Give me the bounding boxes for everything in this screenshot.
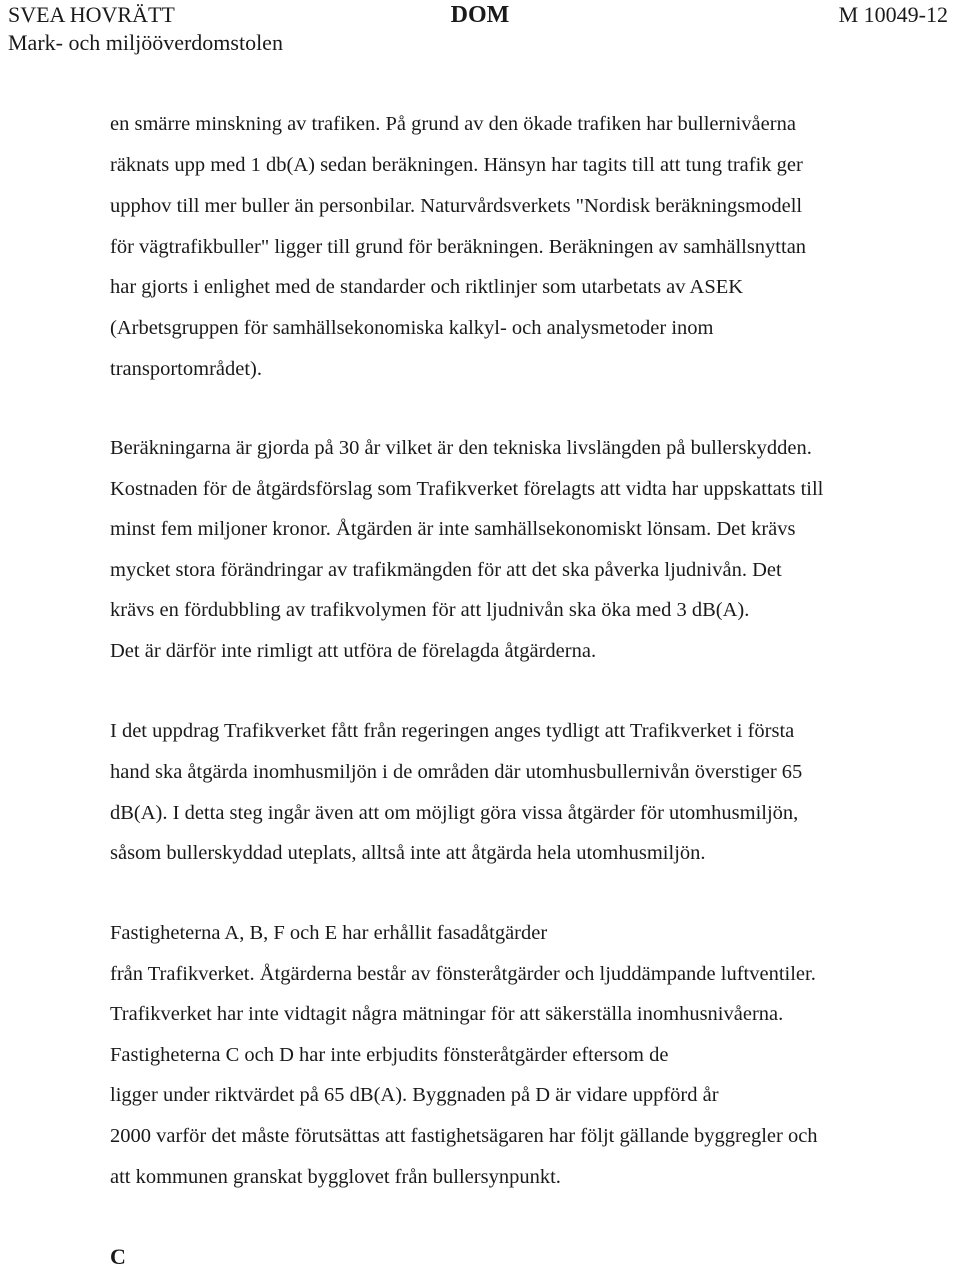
text-line: såsom bullerskyddad uteplats, alltså inte att åtgärda hela utomhusmiljön. [110, 842, 706, 864]
text-line: en smärre minskning av trafiken. På grund av den ökade trafiken har bullernivåerna [110, 113, 796, 135]
text-line: dB(A). I detta steg ingår även att om möjligt göra vissa åtgärder för utomhusmiljön, [110, 802, 799, 824]
text-line: Det är därför inte rimligt att utföra de förelagda åtgärderna. [110, 640, 597, 662]
text-line: för vägtrafikbuller" ligger till grund för beräkningen. Beräkningen av samhällsnyttan [110, 236, 807, 258]
text-line: Beräkningarna är gjorda på 30 år vilket är den tekniska livslängden på bullerskydden. [110, 437, 812, 459]
text-line: 2000 varför det måste förutsättas att fastighetsägaren har följt gällande byggregler och [110, 1125, 818, 1147]
document-type: DOM [450, 2, 510, 28]
text-line: Fastigheterna A, B, F och E har erhållit fasadåtgärder [110, 922, 548, 944]
text-line: från Trafikverket. Åtgärderna består av fönsteråtgärder och ljuddämpande luftventiler. [110, 963, 816, 985]
document-header [0, 0, 960, 60]
text-line: mycket stora förändringar av trafikmängden för att det ska påverka ljudnivån. Det [110, 559, 782, 581]
text-line: I det uppdrag Trafikverket fått från regeringen anges tydligt att Trafikverket i första [110, 720, 795, 742]
text-line: Trafikverket har inte vidtagit några mätningar för att säkerställa inomhusnivåerna. [110, 1003, 784, 1025]
text-line: upphov till mer buller än personbilar. Naturvårdsverkets "Nordisk beräkningsmodell [110, 195, 803, 217]
section-heading: C [110, 1244, 126, 1269]
text-line: krävs en fördubbling av trafikvolymen för att ljudnivån ska öka med 3 dB(A). [110, 599, 750, 621]
court-division: Mark- och miljööverdomstolen [8, 30, 283, 55]
text-line: att kommunen granskat bygglovet från bullersynpunkt. [110, 1166, 561, 1188]
text-line: hand ska åtgärda inomhusmiljön i de områden där utomhusbullernivån överstiger 65 [110, 761, 803, 783]
text-line: Kostnaden för de åtgärdsförslag som Trafikverket förelagts att vidta har uppskattats till [110, 478, 824, 500]
text-line: räknats upp med 1 db(A) sedan beräkningen. Hänsyn har tagits till att tung trafik ger [110, 154, 803, 176]
court-name: SVEA HOVRÄTT [8, 2, 175, 27]
text-line: har gjorts i enlighet med de standarder och riktlinjer som utarbetats av ASEK [110, 276, 744, 298]
case-number: M 10049-12 [838, 2, 948, 27]
text-line: minst fem miljoner kronor. Åtgärden är inte samhällsekonomiskt lönsam. Det krävs [110, 518, 796, 540]
text-line: ligger under riktvärdet på 65 dB(A). Byggnaden på D är vidare uppförd år [110, 1084, 719, 1106]
text-line: (Arbetsgruppen för samhällsekonomiska kalkyl- och analysmetoder inom [110, 317, 714, 339]
text-line: transportområdet). [110, 358, 262, 380]
text-line: Fastigheterna C och D har inte erbjudits fönsteråtgärder eftersom de [110, 1044, 669, 1066]
